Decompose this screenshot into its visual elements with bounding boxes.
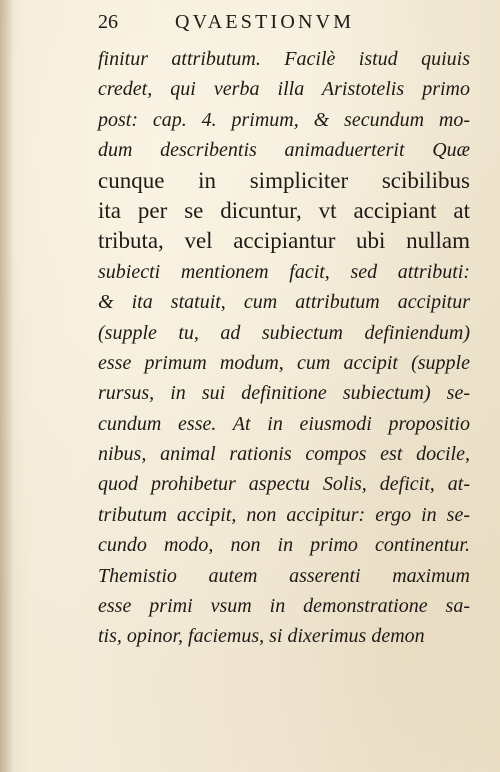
- text-line: finitur attributum. Facilè istud quiuis: [98, 48, 470, 70]
- text-line: Themistio autem asserenti maximum: [98, 564, 470, 587]
- text-line: nibus, animal rationis compos est docile,: [98, 443, 470, 466]
- text-line: esse primi vsum in demonstratione sa-: [98, 595, 470, 618]
- text-line: credet, qui verba illa Aristotelis primo: [98, 78, 470, 101]
- text-line: (supple tu, ad subiectum definiendum): [98, 321, 470, 344]
- text-line: rursus, in sui definitione subiectum) se-: [98, 382, 470, 405]
- text-line: quod prohibetur aspectu Solis, deficit, at-: [98, 473, 470, 496]
- text-line: ita per se dicuntur, vt accipiant at: [98, 197, 470, 223]
- page-number: 26: [98, 11, 118, 33]
- text-line: & ita statuit, cum attributum accipitur: [98, 291, 470, 314]
- running-head: QVAESTIONVM: [175, 11, 355, 33]
- text-line: cundum esse. At in eiusmodi propositio: [98, 412, 470, 435]
- text-line: tis, opinor, faciemus, si dixerimus demon: [98, 625, 425, 648]
- text-line: tributa, vel accipiantur ubi nullam: [98, 228, 470, 254]
- page-header: [95, 8, 475, 36]
- text-line: cundo modo, non in primo continentur.: [98, 534, 470, 557]
- text-line: subiecti mentionem facit, sed attributi:: [98, 260, 470, 283]
- text-line: dum describentis animaduerterit Quæ: [98, 139, 470, 162]
- text-line: esse primum modum, cum accipit (supple: [98, 351, 470, 374]
- text-line: tributum accipit, non accipitur: ergo in se-: [98, 503, 470, 526]
- text-line: cunque in simpliciter scibilibus: [98, 167, 470, 193]
- body-text: [98, 44, 470, 652]
- text-line: post: cap. 4. primum, & secundum mo-: [98, 108, 470, 131]
